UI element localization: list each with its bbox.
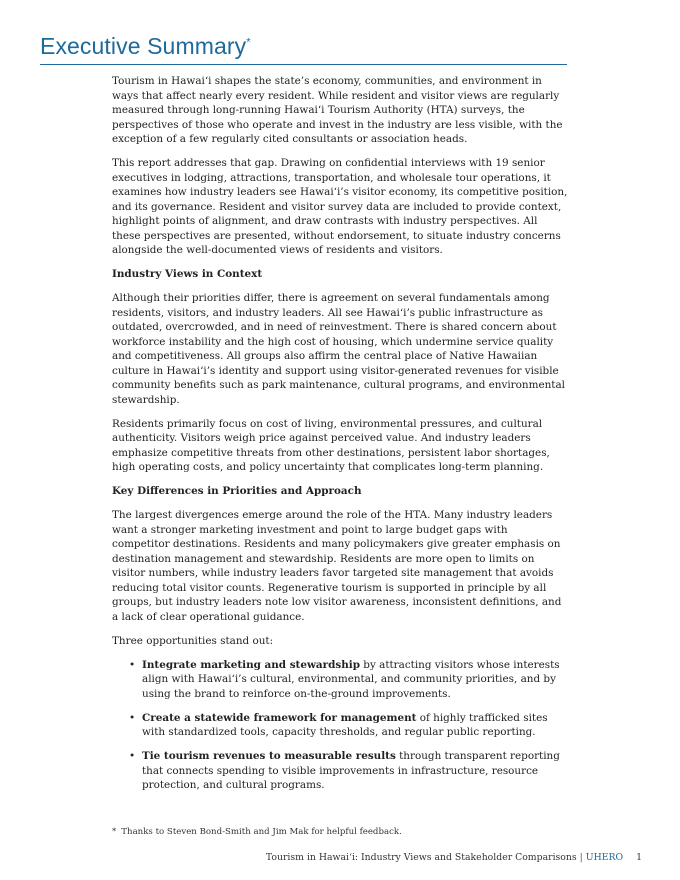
title-divider <box>40 64 567 65</box>
opportunities-list <box>112 658 568 793</box>
list-item <box>129 749 568 793</box>
page-title-text: Executive Summary <box>40 33 247 59</box>
priorities-paragraph: Residents primarily focus on cost of living, environmental pressures, and cultural authenticity. Visitors weigh price against perceived value. And industry leaders emphasize competitive threats from other destinations, persistent labor shortages, high operating costs, and policy uncertainty that complicates long-term planning. <box>112 417 550 473</box>
opportunities-intro: Three opportunities stand out: <box>112 634 274 647</box>
footnote <box>112 826 402 838</box>
intro-paragraph: Tourism in Hawai‘i shapes the state’s economy, communities, and environment in ways that affect nearly every resident. While resident and visitor views are regularly measured through long-running Hawai‘i Tourism Authority (HTA) surveys, the perspectives of those who operate and invest in the industry are less visible, with the exception of a few regularly cited consultants or association heads. <box>112 75 563 145</box>
footer-brand: UHERO <box>585 852 624 863</box>
bullet-icon: • <box>129 750 136 762</box>
footnote-text: Thanks to Steven Bond-Smith and Jim Mak for helpful feedback. <box>121 827 402 837</box>
bullet-icon: • <box>129 711 136 724</box>
list-item-text: of highly trafficked sites with standardized tools, capacity thresholds, and regular public reporting. <box>142 711 548 738</box>
list-item-bold: Tie tourism revenues to measurable results <box>142 750 396 762</box>
list-item <box>129 658 568 702</box>
agreement-paragraph: Although their priorities differ, there is agreement on several fundamentals among residents, visitors, and industry leaders. All see Hawai‘i’s public infrastructure as outdated, overcrowded, and in need of reinvestment. There is shared concern about workforce instability and the high cost of housing, which undermine service quality and competitiveness. All groups also affirm the central place of Native Hawaiian culture in Hawai‘i’s identity and support using visitor-generated revenues for visible community benefits such as park maintenance, cultural programs, and environmental stewardship. <box>112 292 565 406</box>
page-number: 1 <box>636 852 642 863</box>
list-item-bold: Create a statewide framework for management <box>142 711 417 724</box>
footnote-marker-title: * <box>246 36 251 49</box>
summary-body <box>112 74 568 802</box>
page-title <box>40 33 251 60</box>
list-item-bold: Integrate marketing and stewardship <box>142 658 360 671</box>
bullet-icon: • <box>129 658 136 671</box>
list-item-text: through transparent reporting that connects spending to visible improvements in infrastructure, resource protection, and cultural programs. <box>142 750 560 791</box>
list-item-text: by attracting visitors whose interests align with Hawai‘i’s cultural, environmental, and community priorities, and by using the brand to reinforce on-the-ground improvements. <box>142 658 560 700</box>
footer-report-title: Tourism in Hawai‘i: Industry Views and Stakeholder Comparisons <box>265 852 577 863</box>
page-footer <box>266 852 642 864</box>
footnote-marker: * <box>112 827 117 837</box>
section-heading-industry-views: Industry Views in Context <box>112 268 263 280</box>
divergence-paragraph: The largest divergences emerge around the role of the HTA. Many industry leaders want a stronger marketing investment and point to large budget gaps with competitor destinations. Residents and many policymakers give greater emphasis on destination management and stewardship. Residents are more open to limits on visitor numbers, while industry leaders favor targeted site management that avoids reducing total visitor counts. Regenerative tourism is supported in principle by all groups, but industry leaders note low visitor awareness, inconsistent definitions, and a lack of clear operational guidance. <box>112 509 562 623</box>
gap-paragraph: This report addresses that gap. Drawing on confidential interviews with 19 senior executives in lodging, attractions, transportation, and wholesale tour operations, it examines how industry leaders see Hawai‘i’s visitor economy, its competitive position, and its governance. Resident and visitor survey data are included to provide context, highlight points of alignment, and draw contrasts with industry perspectives. All these perspectives are presented, without endorsement, to situate industry concerns alongside the well-documented views of residents and visitors. <box>112 157 568 256</box>
footer-separator: | <box>579 852 583 863</box>
list-item <box>129 711 568 740</box>
section-heading-key-differences: Key Differences in Priorities and Approach <box>112 485 362 497</box>
